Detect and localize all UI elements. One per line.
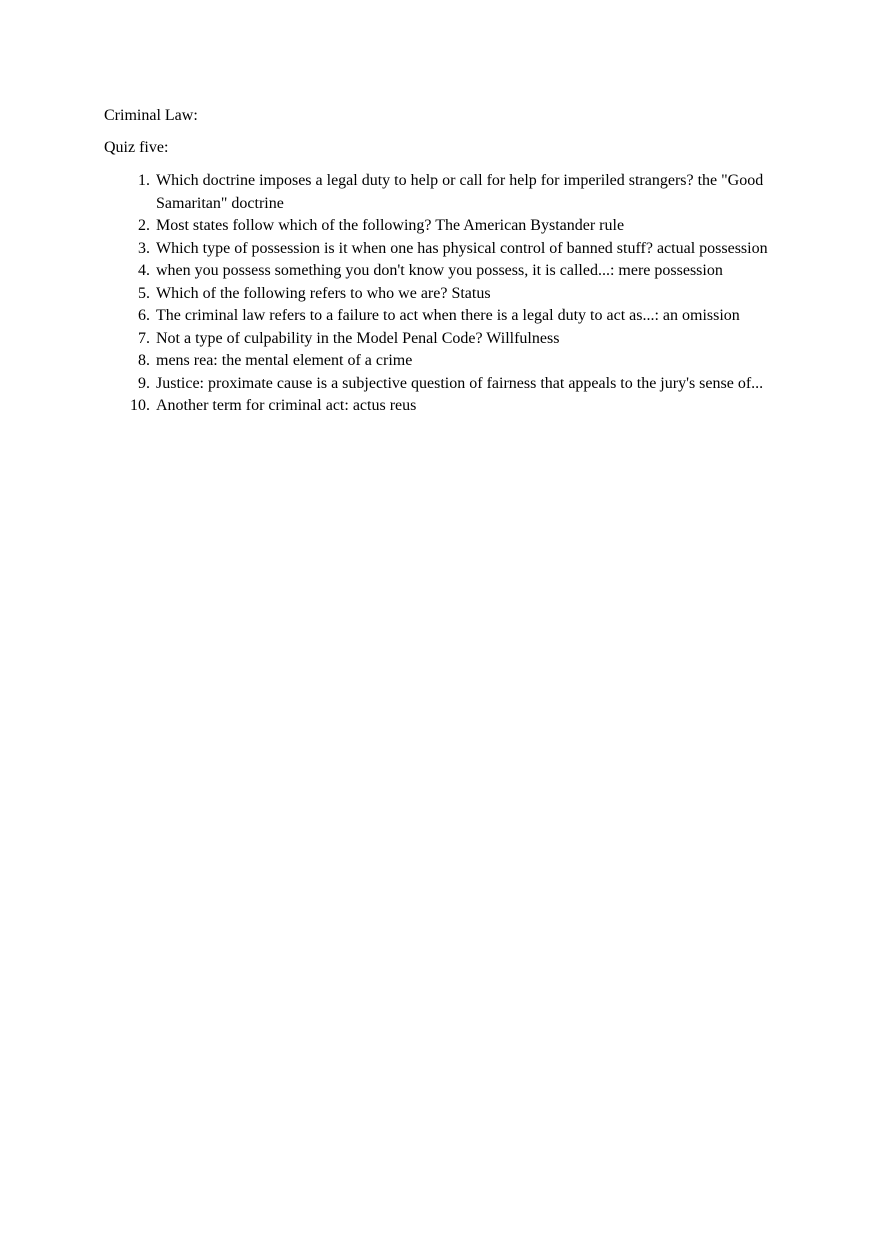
quiz-item-text: The criminal law refers to a failure to act when there is a legal duty to act as...: an omission [156,307,740,324]
quiz-item-9 [104,373,784,396]
quiz-item-number: 2. [138,217,150,234]
quiz-item-6 [104,305,784,328]
quiz-item-number: 1. [138,172,150,189]
quiz-item-number: 5. [138,284,150,302]
quiz-item-text: mens rea: the mental element of a crime [156,352,413,369]
quiz-item-number: 3. [138,239,150,257]
quiz-item-number: 10. [130,397,150,414]
document-title: Criminal Law: [104,107,198,124]
quiz-item-number: 6. [138,307,150,324]
quiz-item-3 [104,238,784,261]
quiz-item-10 [104,395,784,418]
quiz-item-number: 4. [138,262,150,279]
document-subtitle: Quiz five: [104,139,169,156]
quiz-item-2 [104,215,784,238]
quiz-item-number: 9. [138,374,150,392]
quiz-item-text: Which of the following refers to who we are? Status [156,284,491,302]
quiz-item-number: 7. [138,329,150,347]
quiz-item-text: Which type of possession is it when one has physical control of banned stuff? actual possession [156,239,768,257]
quiz-item-text: Which doctrine imposes a legal duty to help or call for help for imperiled strangers? the "Good Samaritan" doctrine [156,172,764,212]
quiz-item-text: Most states follow which of the following? The American Bystander rule [156,217,625,234]
quiz-item-8 [104,350,784,373]
quiz-item-text: Justice: proximate cause is a subjective question of fairness that appeals to the jury's sense of... [156,374,764,392]
quiz-item-number: 8. [138,352,150,369]
quiz-item-text: Another term for criminal act: actus reus [156,397,417,414]
quiz-item-4 [104,260,784,283]
quiz-list [104,170,784,418]
quiz-item-text: Not a type of culpability in the Model Penal Code? Willfulness [156,329,560,347]
quiz-item-1 [104,170,784,215]
quiz-item-text: when you possess something you don't know you possess, it is called...: mere possession [156,262,723,279]
quiz-item-5 [104,283,784,306]
quiz-item-7 [104,328,784,351]
